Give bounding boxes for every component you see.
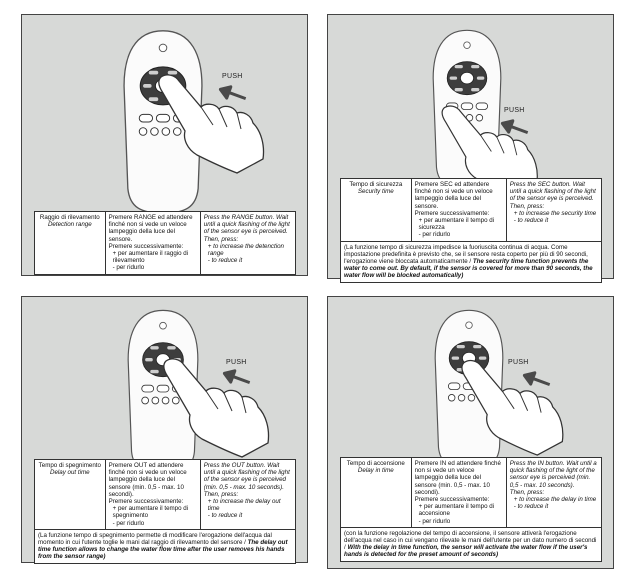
italian-instructions — [411, 179, 506, 242]
en-option-minus: - to reduce it — [207, 257, 243, 265]
panel-security-time — [327, 14, 614, 279]
note-it: (con la funzione regolazione del tempo di accensione, il sensore attiverà l'erogazione dell'acqua nel caso in cui vengano rilevate le mani dell'utente per un dato numero di secondi / — [344, 529, 597, 552]
setting-title-en: Delay in time — [357, 467, 394, 475]
setting-name-cell — [35, 212, 106, 275]
setting-name-cell — [341, 458, 412, 528]
it-then: Premere successivamente: — [108, 498, 184, 506]
setting-title-en: Detection range — [47, 221, 92, 229]
push-label: PUSH — [508, 359, 529, 366]
setting-title-it: Tempo di sicurezza — [349, 181, 403, 188]
it-text: Premere IN ed attendere finché non si vede un veloce lampeggio della luce del sensore (min. 0,5 - max. 10 secondi). — [414, 460, 501, 496]
setting-title-en: Delay out time — [50, 469, 90, 477]
setting-title-it: Tempo di accensione — [346, 460, 405, 467]
function-note — [35, 529, 296, 563]
it-then: Premere successivamente: — [108, 242, 184, 250]
panel-detection-range — [21, 14, 308, 276]
push-label: PUSH — [222, 73, 243, 80]
panel-delay-in-time — [327, 296, 614, 569]
function-note — [341, 527, 602, 561]
it-option-plus: + per aumentare il tempo di spegnimento — [112, 505, 189, 520]
it-option-plus: + per aumentare il tempo di accensione — [418, 503, 495, 518]
note-it: (La funzione tempo di sicurezza impedisce la fuoriuscita continua di acqua. Come impostazione predefinita è previsto che, se il sensore resta coperto per più di 90 secondi, l'erogazione viene bloccata automaticamente / — [344, 243, 588, 266]
it-text: Premere RANGE ed attendere finché non si vede un veloce lampeggio della luce del sensore. — [108, 214, 193, 243]
it-option-plus: + per aumentare il tempo di sicurezza — [418, 217, 495, 232]
en-option-minus: - to reduce it — [513, 217, 549, 225]
en-then: Then, press: — [203, 235, 239, 243]
english-instructions — [200, 212, 295, 275]
note-it: (La funzione tempo di spegnimento permette di modificare l'erogazione dell'acqua dal momento in cui l'utente toglie le mani dal raggio di rilevamento del sensore / — [38, 531, 272, 547]
it-text: Premere SEC ed attendere finché non si vede un veloce lampeggio della luce del sensore. — [414, 181, 493, 210]
it-then: Premere successivamente: — [414, 209, 490, 217]
push-label: PUSH — [504, 107, 525, 114]
function-note — [341, 241, 602, 282]
push-label: PUSH — [226, 359, 247, 366]
it-then: Premere successivamente: — [414, 496, 490, 504]
setting-title-en: Security time — [357, 188, 394, 196]
en-then: Then, press: — [509, 488, 545, 496]
english-instructions — [200, 460, 295, 530]
it-option-minus: - per ridurlo — [418, 231, 451, 239]
en-option-plus: + to increase the security time — [513, 209, 597, 217]
en-text: Press the OUT button. Wait until a quick flashing of the light of the sensor eye is perceived (min. 0,5 - max. 10 seconds). — [203, 462, 290, 491]
instruction-table — [34, 459, 296, 564]
en-option-minus: - to reduce it — [513, 503, 549, 511]
panel-delay-out-time — [21, 296, 308, 563]
note-en: The delay out time function allows to change the water flow time after the user removes his hands from the sensor range) — [38, 539, 288, 561]
it-text: Premere OUT ed attendere finché non si vede un veloce lampeggio della luce del sensore (min. 0,5 - max. 10 secondi). — [108, 462, 187, 498]
setting-name-cell — [35, 460, 106, 530]
instruction-table — [34, 211, 296, 275]
en-option-plus: + to increase the delay out time — [207, 498, 281, 513]
en-text: Press the RANGE button. Wait until a quick flashing of the light of the sensor eye is perceived. — [203, 214, 290, 236]
setting-title-it: Raggio di rilevamento — [39, 214, 100, 221]
en-then: Then, press: — [203, 490, 239, 498]
en-text: Press the SEC button. Wait until a quick flashing of the light of the sensor eye is perceived. — [509, 181, 596, 203]
italian-instructions — [105, 212, 200, 275]
setting-name-cell — [341, 179, 412, 242]
it-option-minus: - per ridurlo — [112, 519, 145, 527]
instruction-table — [340, 457, 602, 562]
instruction-table — [340, 178, 602, 283]
hand-icon — [157, 65, 277, 175]
en-option-plus: + to increase the detenction range — [207, 242, 284, 258]
italian-instructions — [411, 458, 506, 528]
note-en: With the delay in time function, the sensor will activate the water flow if the user's hands is detected for the preset amount of seconds) — [344, 544, 588, 559]
it-option-plus: + per aumentare il raggio di rilevamento — [112, 250, 189, 265]
it-option-minus: - per ridurlo — [112, 264, 145, 272]
en-option-plus: + to increase the delay in time — [513, 496, 597, 504]
hand-icon — [162, 349, 282, 459]
en-option-minus: - to reduce it — [207, 512, 243, 520]
it-option-minus: - per ridurlo — [418, 517, 451, 525]
english-instructions — [506, 179, 601, 242]
hand-icon — [460, 351, 576, 457]
note-en: The security time function prevents the water to come out. By default, if the sensor is covered for more than 90 seconds, the water flow will be blocked automatically) — [344, 258, 593, 280]
en-then: Then, press: — [509, 202, 545, 210]
italian-instructions — [105, 460, 200, 530]
setting-title-it: Tempo di spegnimento — [38, 462, 101, 469]
en-text: Press the IN button. Wait until a quick flashing of the light of the sensor eye is perceived (min. 0,5 - max. 10 seconds). — [509, 460, 597, 489]
english-instructions — [506, 458, 601, 528]
